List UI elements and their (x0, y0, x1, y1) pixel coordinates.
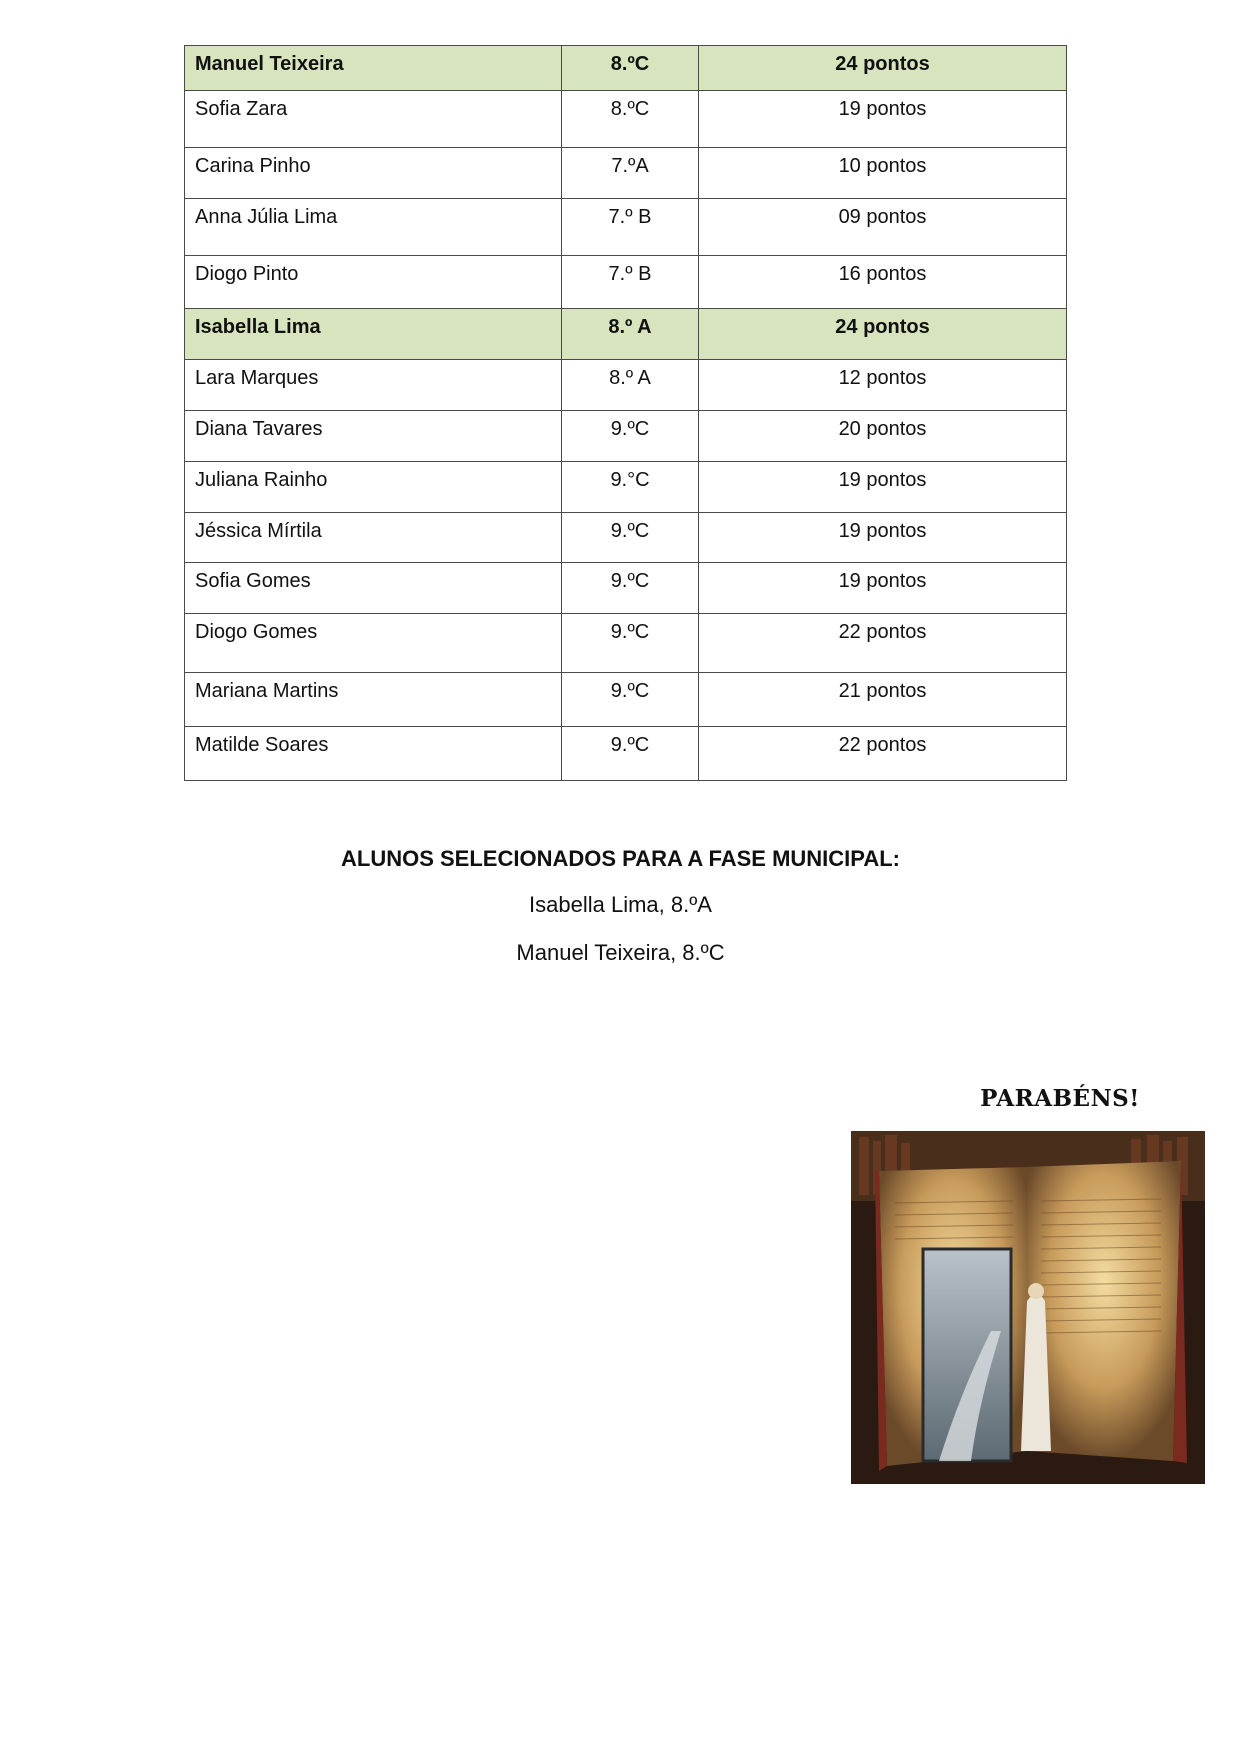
student-name: Lara Marques (185, 360, 562, 411)
student-score: 19 pontos (699, 91, 1067, 148)
student-class: 7.º B (562, 256, 699, 309)
student-class: 9.ºC (562, 673, 699, 727)
table-row (185, 462, 1067, 513)
selected-heading: ALUNOS SELECIONADOS PARA A FASE MUNICIPAL: (341, 846, 900, 871)
student-name: Diogo Gomes (185, 614, 562, 673)
student-score: 19 pontos (699, 513, 1067, 563)
student-score: 19 pontos (699, 563, 1067, 614)
student-name: Jéssica Mírtila (185, 513, 562, 563)
student-score: 24 pontos (699, 46, 1067, 91)
student-score: 16 pontos (699, 256, 1067, 309)
congrats-text: PARABÉNS! (980, 1085, 1140, 1112)
student-score: 22 pontos (699, 614, 1067, 673)
student-name: Sofia Gomes (185, 563, 562, 614)
student-score: 12 pontos (699, 360, 1067, 411)
results-table (184, 45, 1067, 781)
table-row (185, 91, 1067, 148)
student-score: 22 pontos (699, 727, 1067, 781)
table-row (185, 309, 1067, 360)
student-score: 20 pontos (699, 411, 1067, 462)
student-name: Manuel Teixeira (185, 46, 562, 91)
student-name: Diana Tavares (185, 411, 562, 462)
table-row (185, 256, 1067, 309)
student-name: Mariana Martins (185, 673, 562, 727)
student-name: Anna Júlia Lima (185, 199, 562, 256)
student-class: 9.ºC (562, 563, 699, 614)
student-score: 21 pontos (699, 673, 1067, 727)
table-row (185, 199, 1067, 256)
student-score: 09 pontos (699, 199, 1067, 256)
open-book-illustration (851, 1131, 1205, 1484)
student-class: 8.ºC (562, 91, 699, 148)
student-class: 7.º B (562, 199, 699, 256)
table-row (185, 727, 1067, 781)
student-class: 9.°C (562, 462, 699, 513)
table-row (185, 148, 1067, 199)
student-class: 8.ºC (562, 46, 699, 91)
student-name: Sofia Zara (185, 91, 562, 148)
selected-student: Manuel Teixeira, 8.ºC (516, 940, 725, 965)
table-row (185, 411, 1067, 462)
student-score: 24 pontos (699, 309, 1067, 360)
student-class: 9.ºC (562, 727, 699, 781)
table-row (185, 563, 1067, 614)
table-row (185, 614, 1067, 673)
student-name: Carina Pinho (185, 148, 562, 199)
selected-student: Isabella Lima, 8.ºA (529, 892, 712, 917)
student-class: 9.ºC (562, 411, 699, 462)
student-class: 9.ºC (562, 614, 699, 673)
student-name: Isabella Lima (185, 309, 562, 360)
student-class: 8.º A (562, 360, 699, 411)
student-name: Juliana Rainho (185, 462, 562, 513)
student-score: 19 pontos (699, 462, 1067, 513)
student-class: 8.º A (562, 309, 699, 360)
table-row (185, 673, 1067, 727)
student-class: 7.ºA (562, 148, 699, 199)
student-name: Matilde Soares (185, 727, 562, 781)
table-row (185, 46, 1067, 91)
student-class: 9.ºC (562, 513, 699, 563)
student-score: 10 pontos (699, 148, 1067, 199)
student-name: Diogo Pinto (185, 256, 562, 309)
table-row (185, 360, 1067, 411)
table-row (185, 513, 1067, 563)
